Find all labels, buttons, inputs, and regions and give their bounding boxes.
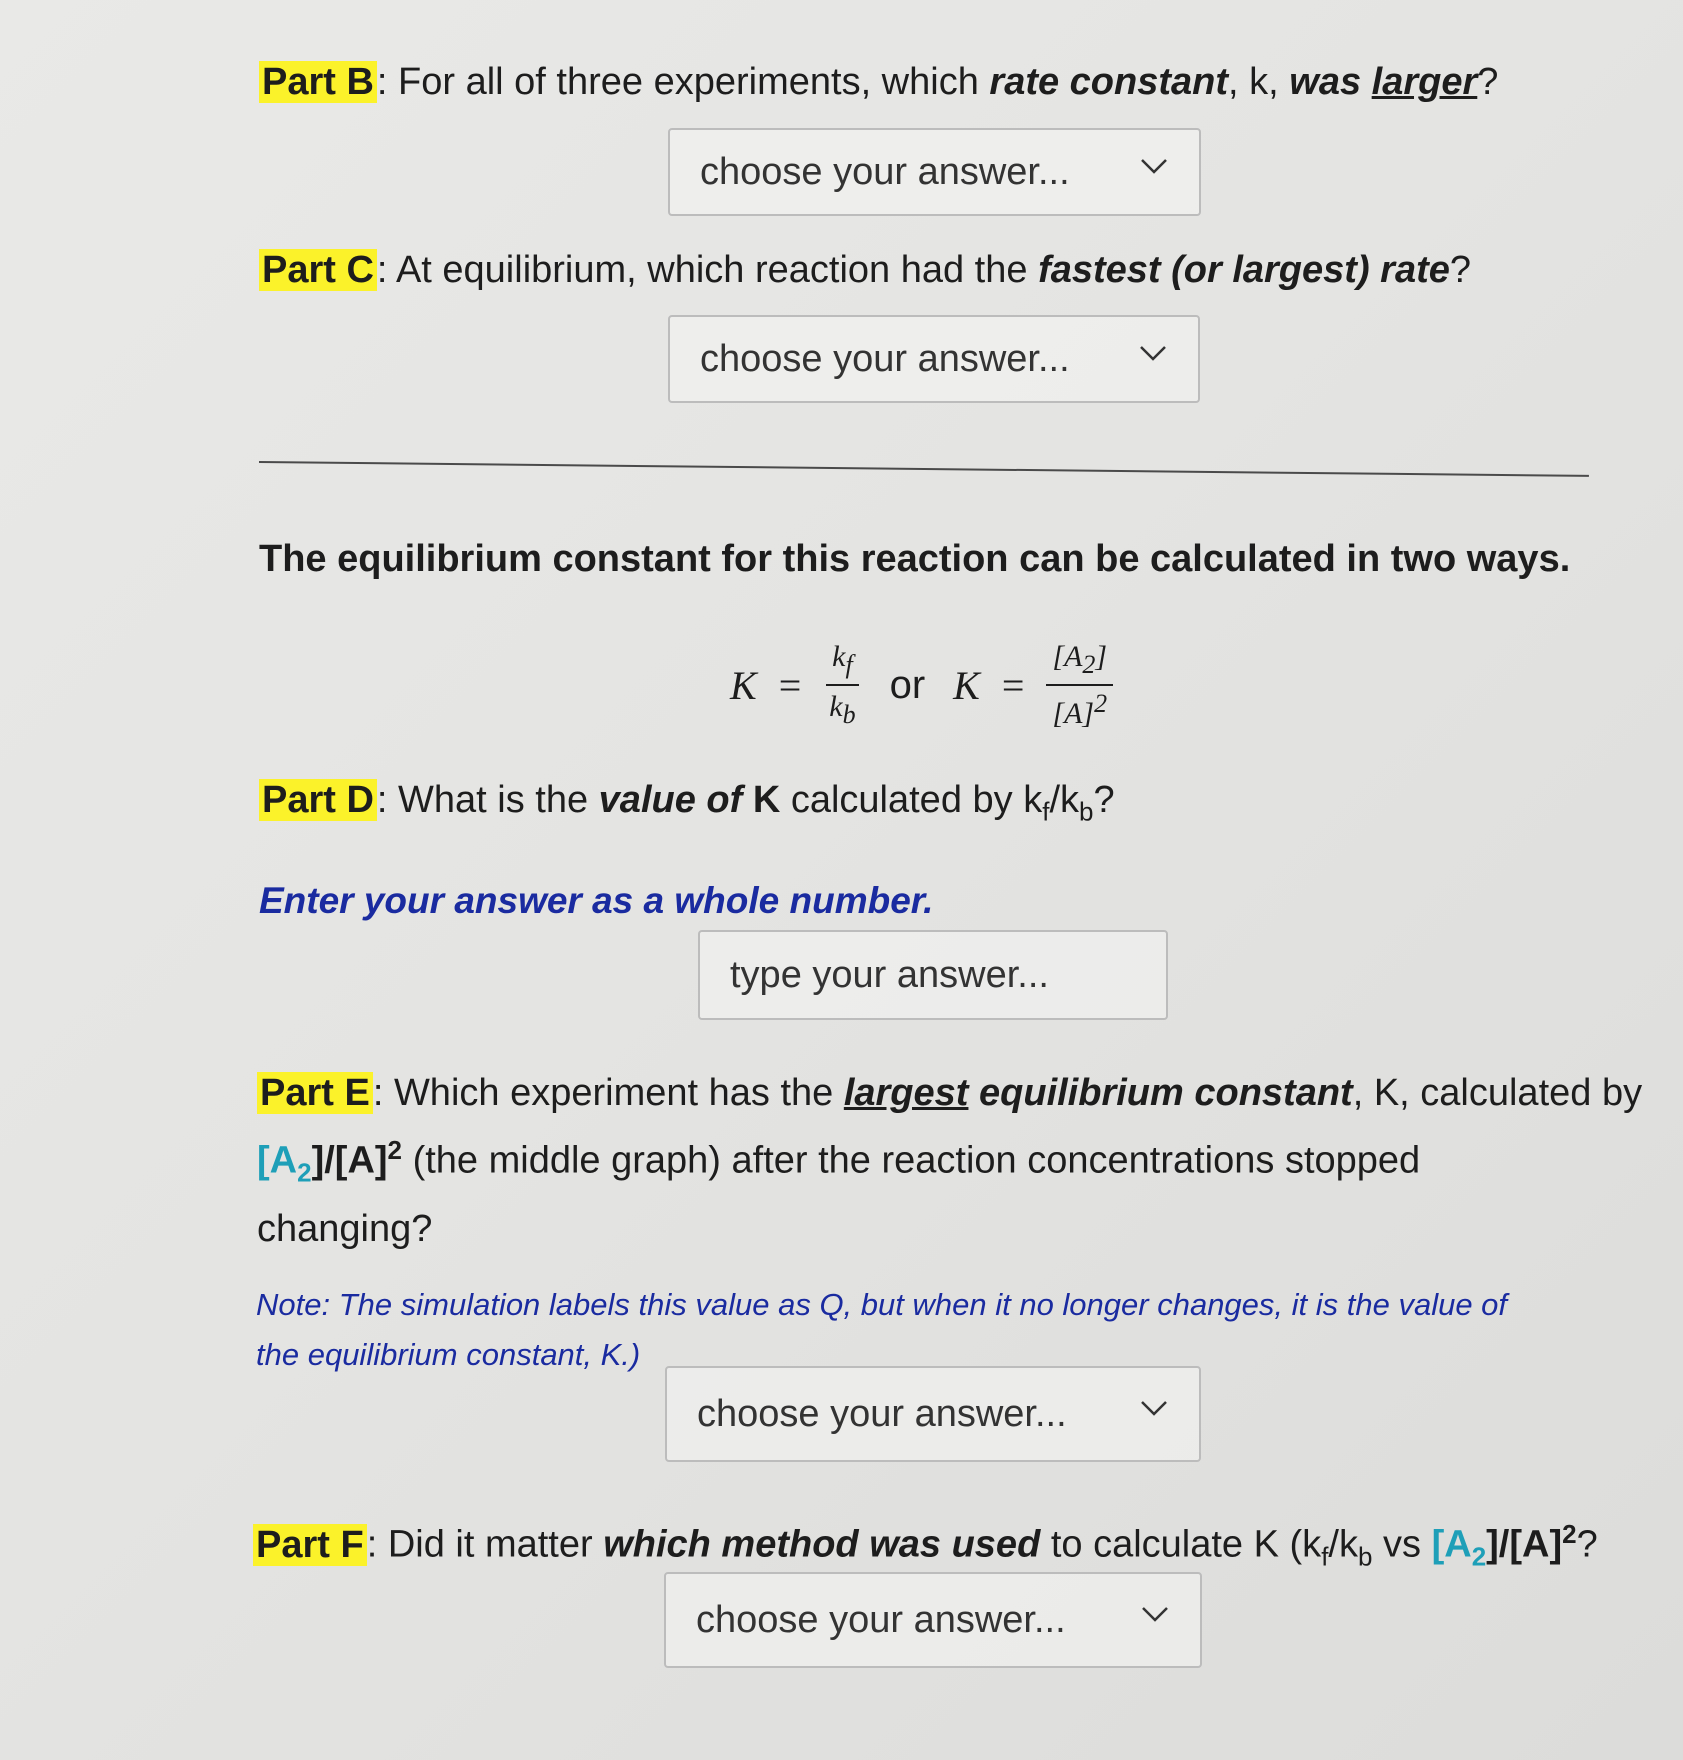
part-f-label: Part F [253, 1524, 367, 1566]
part-f-dropdown-value: choose your answer... [696, 1598, 1066, 1641]
part-c-question: Part C: At equilibrium, which reaction had the fastest (or largest) rate? [259, 244, 1471, 297]
simulation-note: Note: The simulation labels this value as Q, but when it no longer changes, it is the value of the equilibrium constant, K.) [256, 1287, 1508, 1372]
concentration-fraction: $\frac{[A_2]}{[A]^2}$ [1046, 640, 1113, 730]
chevron-down-icon [1138, 337, 1168, 367]
section-heading: The equilibrium constant for this reaction can be calculated in two ways. [259, 538, 1571, 580]
part-d-label: Part D [259, 779, 377, 821]
kf-over-kb-fraction: $\frac{k_f}{k_b}$ [823, 640, 861, 729]
part-e-dropdown[interactable] [665, 1366, 1201, 1462]
part-b-question: Part B: For all of three experiments, which rate constant, k, was larger? [259, 56, 1498, 109]
part-c-label: Part C [259, 249, 377, 291]
part-e-dropdown-value: choose your answer... [697, 1392, 1067, 1435]
section-divider [259, 461, 1589, 477]
part-c-dropdown-value: choose your answer... [700, 337, 1070, 380]
chevron-down-icon [1139, 1392, 1169, 1422]
part-f-dropdown[interactable] [664, 1572, 1202, 1668]
equilibrium-formula: K = $\frac{k_f}{k_b}$ or K = $\frac{[A_2]}{[A]^2}$ [730, 640, 1113, 730]
part-d-question: Part D: What is the value of K calculated by $k_f/k_b$? [259, 774, 1115, 830]
part-e-label: Part E [257, 1072, 373, 1114]
part-b-dropdown-value: choose your answer... [700, 150, 1070, 193]
part-d-input-placeholder: type your answer... [730, 953, 1049, 996]
part-c-dropdown[interactable] [668, 315, 1200, 403]
part-d-answer-input[interactable] [698, 930, 1168, 1020]
part-b-dropdown[interactable] [668, 128, 1201, 216]
chevron-down-icon [1139, 150, 1169, 180]
answer-instruction: Enter your answer as a whole number. [259, 880, 934, 921]
part-b-label: Part B [259, 61, 377, 103]
chevron-down-icon [1140, 1598, 1170, 1628]
part-f-question: Part F: Did it matter which method was used to calculate K ($k_f/k_b$ vs $[A_2]/[A]^2$? [253, 1516, 1598, 1575]
part-e-question: Part E: Which experiment has the largest equilibrium constant, K, calculated by $[A_2]/[A]^2$ (the middle graph) after the reaction concentrations stopped changing? [257, 1072, 1643, 1251]
